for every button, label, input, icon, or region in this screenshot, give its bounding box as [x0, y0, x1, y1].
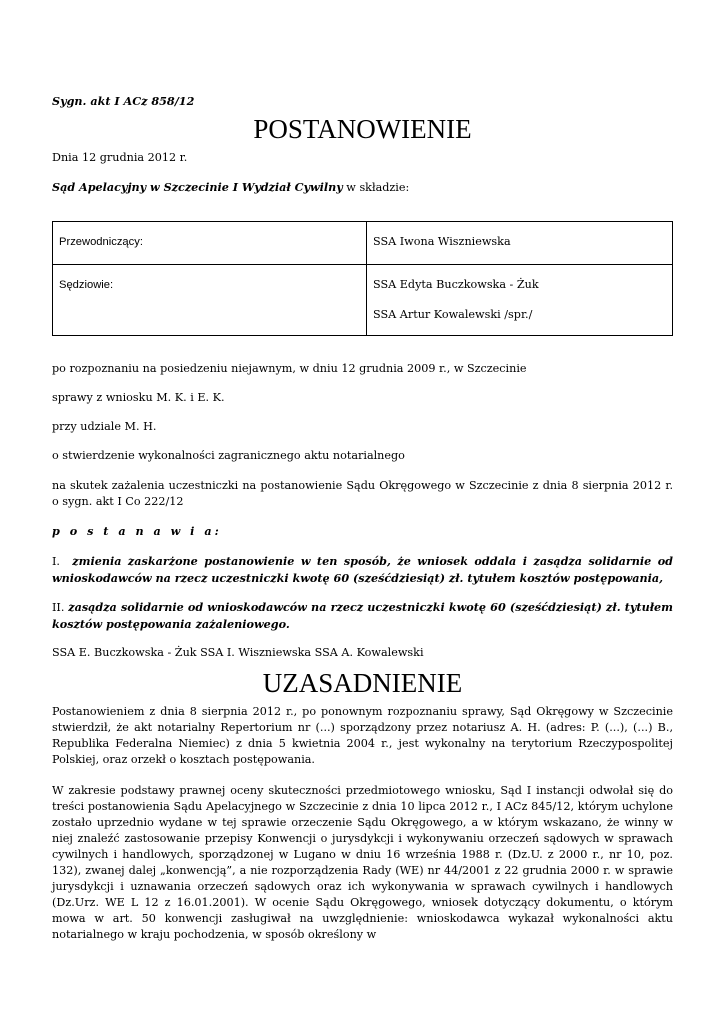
judges-cell	[367, 265, 673, 336]
intro-subject: o stwierdzenie wykonalności zagranicznego aktu notarialnego	[52, 449, 405, 462]
ruling-text: zmienia zaskarżone postanowienie w ten sposób, że wniosek oddala i zasądza solidarnie od wnioskodawców na rzecz uczestniczki kwotę 60 (sześćdziesiąt) zł. tytułem kosztów postępowania,	[52, 554, 673, 585]
judge-name: SSA Artur Kowalewski /spr./	[373, 308, 533, 321]
justification-title: UZASADNIENIE	[262, 668, 463, 698]
case-number: Sygn. akt I ACz 858/12	[52, 94, 195, 108]
court-name: Sąd Apelacyjny w Szczecinie I Wydział Cywilny	[52, 180, 343, 194]
court-line	[52, 179, 409, 196]
ruling-number: I.	[52, 555, 60, 568]
presiding-judge: SSA Iwona Wiszniewska	[367, 222, 673, 265]
judge-name: SSA Edyta Buczkowska - Żuk	[373, 278, 539, 291]
ruling-date: Dnia 12 grudnia 2012 r.	[52, 151, 188, 164]
judges-label: Sędziowie:	[53, 265, 367, 336]
intro-appeal: na skutek zażalenia uczestniczki na postanowienie Sądu Okręgowego w Szczecinie z dnia 8 sierpnia 2012 r. o sygn. akt I Co 222/12	[52, 479, 673, 508]
justification-paragraph: Postanowieniem z dnia 8 sierpnia 2012 r., po ponownym rozpoznaniu sprawy, Sąd Okręgowy w Szczecinie stwierdził, że akt notarialny Repertorium nr (...) sporządzony przez notariusz A. H. (adres: P. (...), (...) B., Republika Federalna Niemiec) z dnia 5 kwietnia 2004 r., jest wykonalny na terytorium Rzeczypospolitej Polskiej, oraz orzekł o kosztach postępowania.	[52, 705, 673, 766]
intro-hearing: po rozpoznaniu na posiedzeniu niejawnym, w dniu 12 grudnia 2009 r., w Szczecinie	[52, 362, 527, 375]
court-suffix: w składzie:	[342, 181, 410, 194]
signatures: SSA E. Buczkowska - Żuk SSA I. Wiszniewska SSA A. Kowalewski	[52, 646, 424, 659]
ruling-point-1	[52, 553, 673, 587]
table-row	[53, 265, 673, 336]
justification-paragraph: W zakresie podstawy prawnej oceny skuteczności przedmiotowego wniosku, Sąd I instancji odwołał się do treści postanowienia Sądu Apelacyjnego w Szczecinie z dnia 10 lipca 2012 r., I ACz 845/12, którym uchylone zostało uprzednio wydane w tej sprawie orzeczenie Sądu Okręgowego, a w którym wskazano, że winny w niej znaleźć zastosowanie przepisy Konwencji o jurysdykcji i wykonywaniu orzeczeń sądowych w sprawach cywilnych i handlowych, sporządzonej w Lugano w dniu 16 września 1988 r. (Dz.U. z 2000 r., nr 10, poz. 132), zwanej dalej „konwencją”, a nie rozporządzenia Rady (WE) nr 44/2001 z 22 grudnia 2000 r. w sprawie jurysdykcji i uznawania orzeczeń sądowych oraz ich wykonywania w sprawach cywilnych i handlowych (Dz.Urz. WE L 12 z 16.01.2001). W ocenie Sądu Okręgowego, wniosek dotyczący dokumentu, o którym mowa w art. 50 konwencji zasługiwał na uwzględnienie: wnioskodawca wykazał wykonalności aktu notarialnego w kraju pochodzenia, w sposób określony w	[52, 784, 673, 941]
ruling-number: II.	[52, 601, 65, 614]
ruling-text: zasądza solidarnie od wnioskodawców na rzecz uczestniczki kwotę 60 (sześćdziesiąt) zł. tytułem kosztów postępowania zażaleniowego.	[52, 600, 673, 631]
table-row	[53, 222, 673, 265]
document-title: POSTANOWIENIE	[253, 114, 472, 144]
decides-heading: p o s t a n a w i a:	[52, 524, 222, 538]
court-composition-table	[52, 221, 673, 336]
intro-applicants: sprawy z wniosku M. K. i E. K.	[52, 391, 225, 404]
ruling-point-2	[52, 599, 673, 633]
intro-participant: przy udziale M. H.	[52, 420, 157, 433]
presiding-label: Przewodniczący:	[53, 222, 367, 265]
